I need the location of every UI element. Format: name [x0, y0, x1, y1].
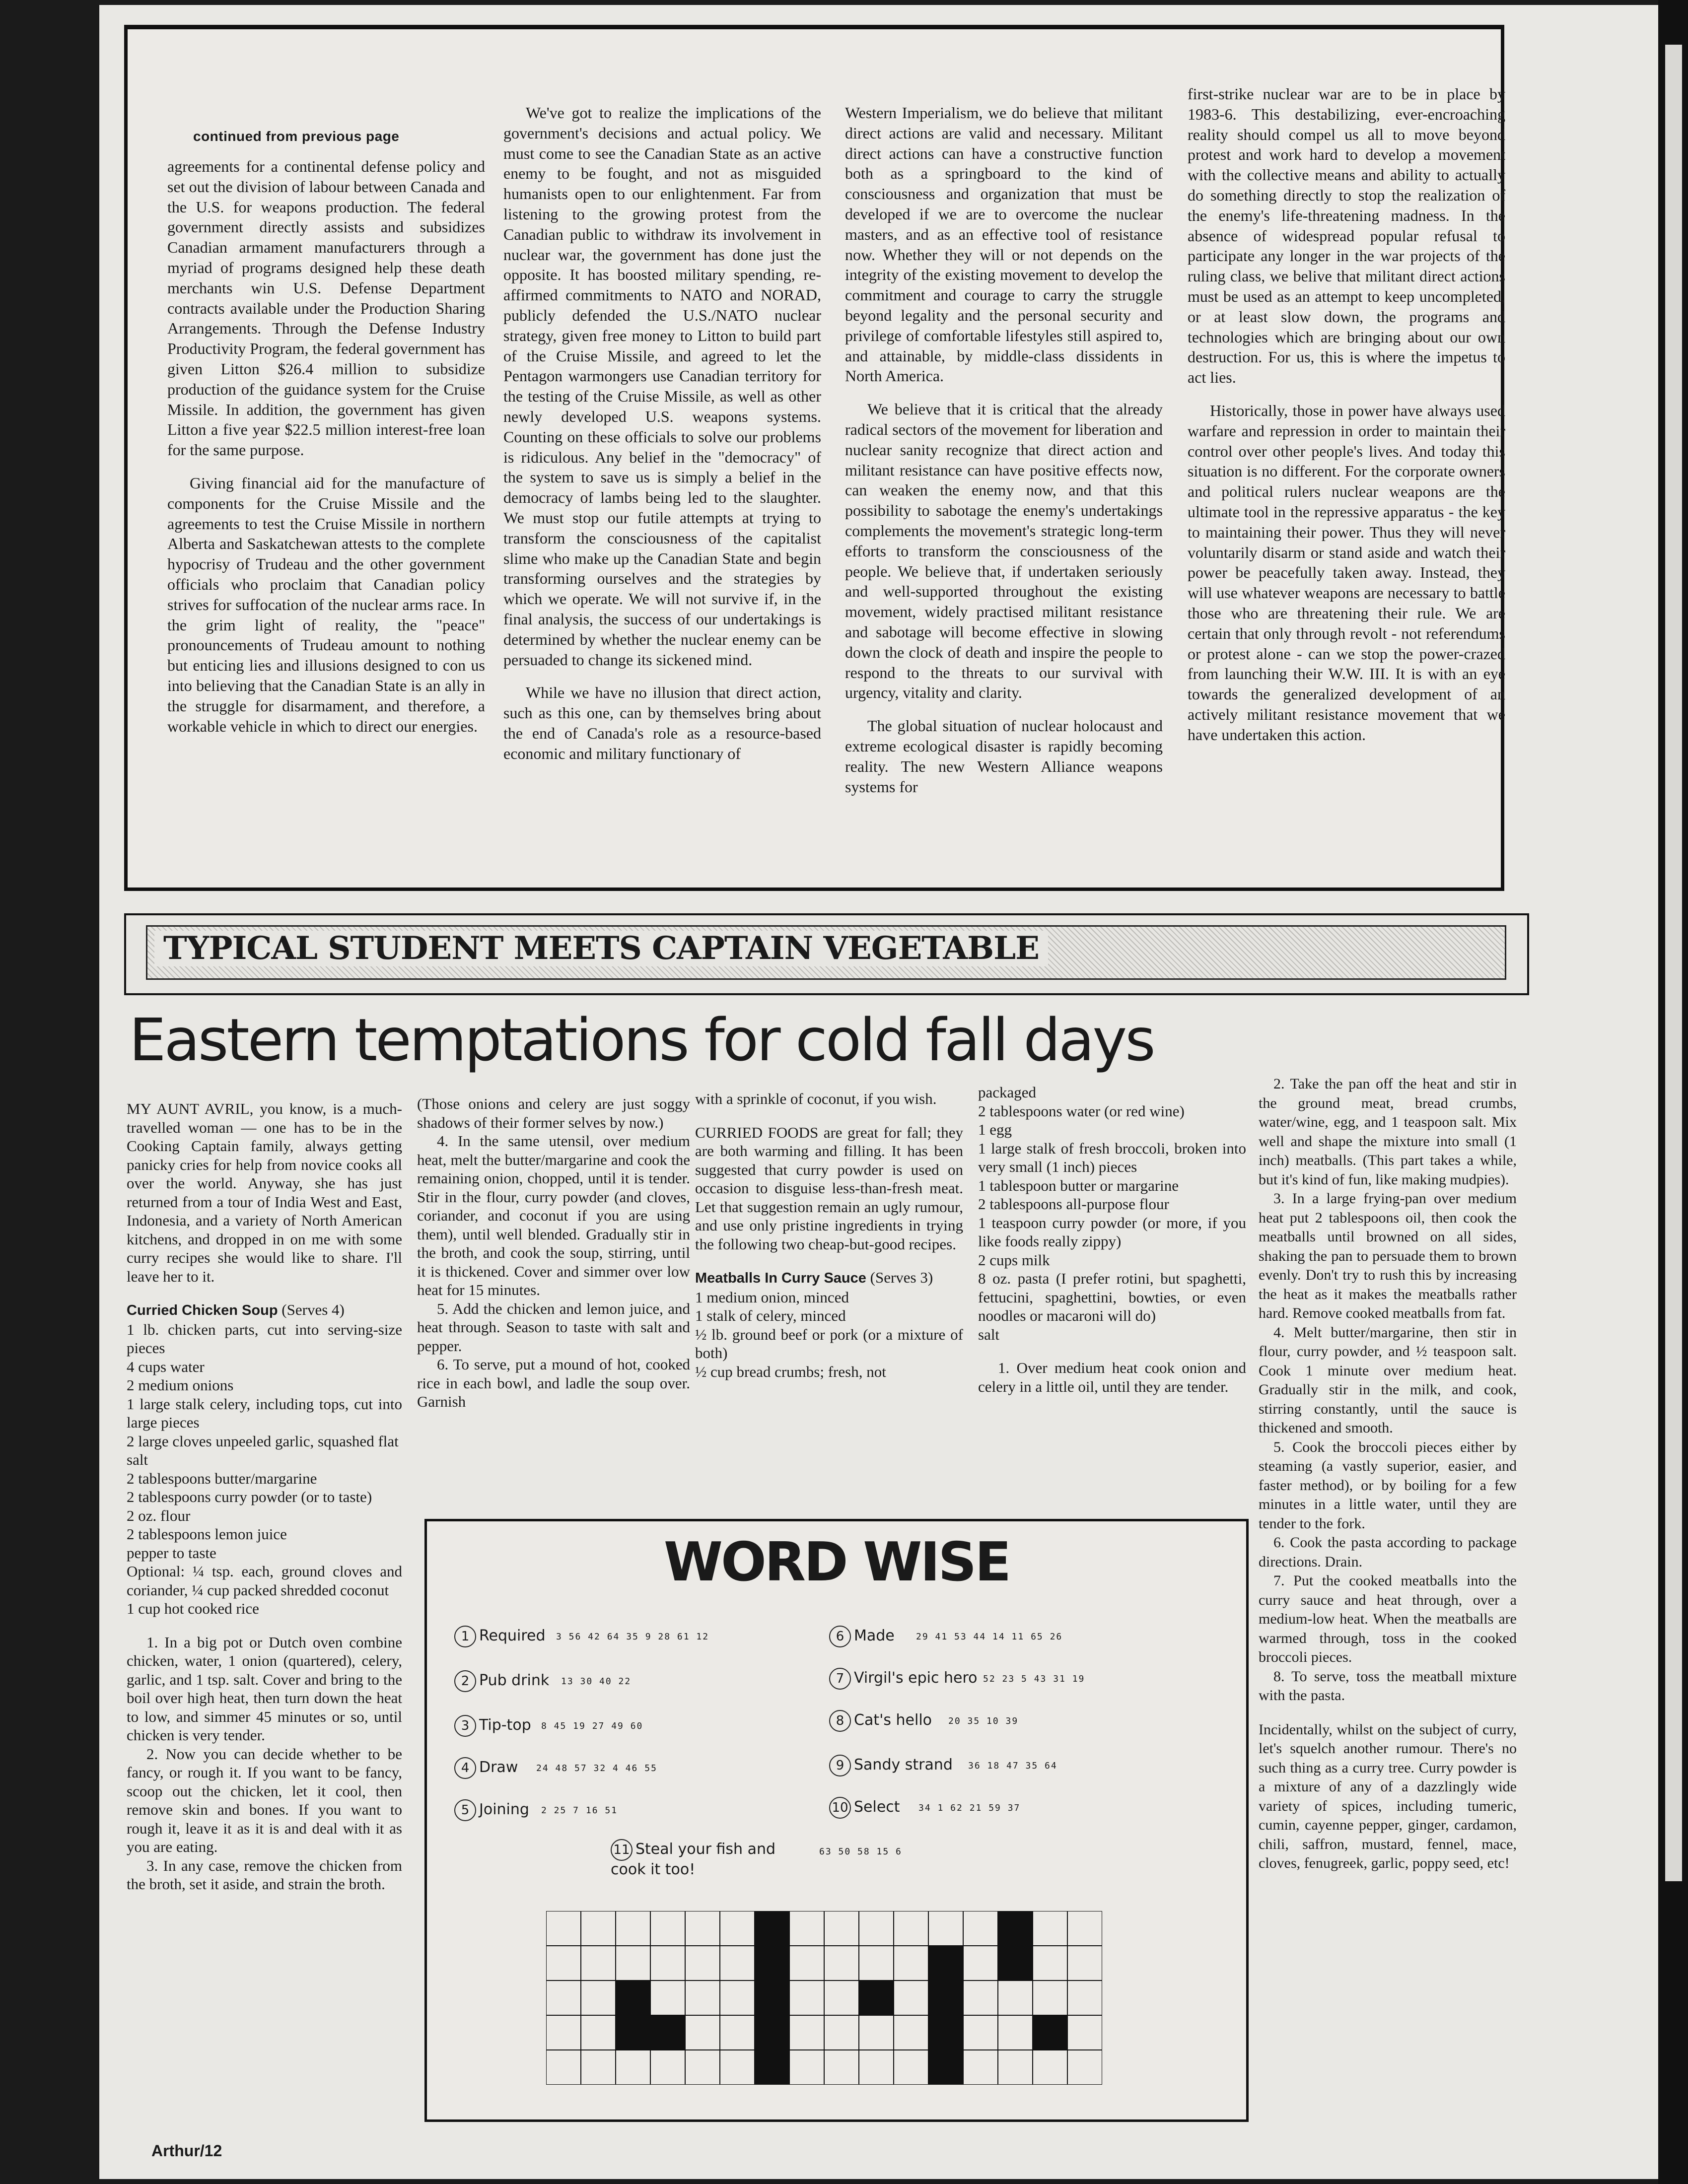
- answer-blanks: 36 18 47 35 64: [968, 1761, 1057, 1771]
- grid-cell-black: [755, 2050, 789, 2085]
- ingredient: 1 stalk of celery, minced: [695, 1307, 846, 1324]
- intro-paragraph: MY AUNT AVRIL, you know, is a much-travelled woman — one has to be in the Cooking Captain family, always getting panicky cries for help from novice cooks all over the world. Anyway, she has just returned from a tour of India West and East, Indonesia, and a variety of North American kitchens, and dropped in on me with some curry recipes she would like to share. I'll leave her to it.: [127, 1100, 402, 1285]
- grid-cell-black: [616, 2015, 650, 2050]
- ingredient: Optional: ¼ tsp. each, ground cloves and coriander, ¼ cup packed shredded coconut: [127, 1563, 402, 1599]
- paragraph: Western Imperialism, we do believe that militant direct actions are valid and necessary. Militant direct actions can have a constructive function both as a springboard to the kind of consciousness and organization that must be developed if we are to overcome the nuclear masters, and as an effective tool of resistance now. Whether they will or not depends on the integrity of the existing movement to develop the commitment and courage to carry the struggle beyond legality and the personal security and privilege of comfortable lifestyles still aspired to, and attainable, by middle-class dissidents in North America.: [845, 104, 1163, 385]
- paragraph: agreements for a continental defense policy and set out the division of labour between Canada and the U.S. for weapons production. The federal government directly assists and subsidizes Canadian armament manufacturers through a myriad of programs designed help these death merchants win U.S. Defense Department contracts available under the Production Sharing Arrangements. Through the Defense Industry Productivity Program, the federal government has given Litton $26.4 million to subsidize production of the guidance system for the Cruise Missile. In addition, the government has given Litton a five year $22.5 million interest-free loan for the same purpose.: [167, 157, 485, 459]
- grid-cell: [1067, 1911, 1102, 1946]
- step: 2. Take the pan off the heat and stir in the ground meat, bread crumbs, water/wine, egg, and 1 teaspoon salt. Mix well and shape the mixture into small (1 inch) meatballs. (This part takes a while, but it's kind of fun, like making mudpies).: [1259, 1076, 1517, 1188]
- grid-cell: [685, 1946, 720, 1980]
- ingredient: 1 large stalk celery, including tops, cut into large pieces: [127, 1395, 402, 1431]
- article-column-2: [417, 1094, 690, 1411]
- paragraph: with a sprinkle of coconut, if you wish.: [695, 1090, 937, 1107]
- clue-4: [454, 1757, 518, 1779]
- editorial-column-3: [845, 103, 1163, 887]
- grid-cell: [546, 1946, 581, 1980]
- clue-10: [829, 1797, 900, 1819]
- grid-cell: [685, 2015, 720, 2050]
- ingredient: ½ cup bread crumbs; fresh, not: [695, 1363, 886, 1380]
- editorial-column-1: [167, 129, 485, 858]
- clue-5: [454, 1799, 529, 1821]
- clue-text: Virgil's epic hero: [854, 1669, 978, 1687]
- grid-cell: [650, 1911, 685, 1946]
- grid-cell: [894, 1946, 928, 1980]
- clue-text: Draw: [479, 1759, 518, 1776]
- grid-cell: [581, 1911, 616, 1946]
- grid-cell: [650, 1980, 685, 2015]
- grid-cell-black: [928, 2015, 963, 2050]
- grid-cell-black: [859, 1980, 894, 2015]
- grid-cell: [616, 1946, 650, 1980]
- paragraph: We believe that it is critical that the already radical sectors of the movement for liberation and nuclear sanity recognize that direct action and militant resistance can have positive effects now, can weaken the enemy now, and that this possibility to sabotage the enemy's undertakings complements the movement's strategic long-term efforts to transform the consciousness of the people. We believe that, if undertaken seriously and well-supported throughout the existing movement, widely practised militant resistance and sabotage will become effective in slowing down the clock of death and inspire the people to respond to the threats to our survival with urgency, vitality and clarity.: [845, 400, 1163, 702]
- grid-cell: [963, 2050, 998, 2085]
- step: 3. In a large frying-pan over medium heat put 2 tablespoons oil, then cook the meatballs until browned on all sides, shaking the pan to persuade them to brown evenly. Don't try to rush this by increasing the heat as it makes the meatballs rather hard. Remove cooked meatballs from fat.: [1259, 1190, 1517, 1321]
- grid-cell-black: [1033, 2015, 1067, 2050]
- word-wise-puzzle: [424, 1519, 1249, 2122]
- grid-cell: [789, 2050, 824, 2085]
- answer-blanks: 24 48 57 32 4 46 55: [536, 1763, 657, 1774]
- grid-cell: [894, 1980, 928, 2015]
- grid-cell: [1033, 2050, 1067, 2085]
- clue-1: [454, 1626, 546, 1647]
- recipe-heading: [695, 1268, 963, 1288]
- grid-cell: [789, 2015, 824, 2050]
- grid-cell: [1033, 1946, 1067, 1980]
- grid-cell: [824, 1946, 859, 1980]
- grid-cell: [1067, 2050, 1102, 2085]
- grid-cell: [789, 1911, 824, 1946]
- step: 1. Over medium heat cook onion and celery in a little oil, until they are tender.: [978, 1359, 1246, 1395]
- clue-text: Joining: [479, 1801, 529, 1818]
- ingredient: salt: [127, 1451, 148, 1468]
- grid-cell: [720, 2050, 755, 2085]
- continued-label: continued from previous page: [193, 129, 400, 144]
- grid-cell: [894, 2015, 928, 2050]
- paragraph: While we have no illusion that direct action, such as this one, can by themselves bring about the end of Canada's role as a resource-based economic and military functionary of: [503, 683, 821, 762]
- grid-cell: [824, 1980, 859, 2015]
- clue-number: 9: [829, 1755, 851, 1776]
- recipe-title: Curried Chicken Soup: [127, 1302, 278, 1318]
- ingredient: 1 lb. chicken parts, cut into serving-size pieces: [127, 1320, 402, 1357]
- step: 6. Cook the pasta according to package directions. Drain.: [1259, 1534, 1517, 1570]
- grid-cell-black: [755, 1980, 789, 2015]
- clue-number: 10: [829, 1797, 851, 1819]
- ingredient: 2 tablespoons curry powder (or to taste): [127, 1488, 372, 1505]
- ingredient: 8 oz. pasta (I prefer rotini, but spaghetti, fettucini, spaghettini, bowties, or even noodles or macaroni will do): [978, 1270, 1246, 1324]
- grid-cell: [720, 1980, 755, 2015]
- paragraph: Giving financial aid for the manufacture of components for the Cruise Missile and the agreements to test the Cruise Missile in northern Alberta and Saskatchewan attests to the complete hypocrisy of Trudeau and the other government officials who proclaim that Canadian policy strives for suffocation of the nuclear arms race. In the grim light of reality, the "peace" pronouncements of Trudeau amount to nothing but enticing lies and illusions designed to con us into believing that the Canadian State is an ally in the struggle for disarmament, and therefore, a workable vehicle in which to direct our energies.: [167, 474, 485, 735]
- clue-number: 2: [454, 1670, 476, 1692]
- grid-cell: [616, 1911, 650, 1946]
- clue-6: [829, 1626, 895, 1647]
- clue-text: Tip-top: [479, 1716, 531, 1734]
- grid-cell: [963, 1980, 998, 2015]
- section-banner: [124, 913, 1529, 995]
- banner-pattern: [146, 925, 1506, 980]
- clue-text: Sandy strand: [854, 1756, 953, 1774]
- clue-number: 3: [454, 1715, 476, 1737]
- grid-cell: [859, 1911, 894, 1946]
- banner-title: TYPICAL STUDENT MEETS CAPTAIN VEGETABLE: [154, 931, 1048, 966]
- grid-cell: [581, 1946, 616, 1980]
- answer-blanks: 29 41 53 44 14 11 65 26: [916, 1632, 1063, 1642]
- grid-cell-black: [998, 1946, 1033, 1980]
- ingredient: 1 teaspoon curry powder (or more, if you like foods really zippy): [978, 1214, 1246, 1250]
- answer-blanks: 63 50 58 15 6: [819, 1846, 902, 1857]
- ingredient: 1 tablespoon butter or margarine: [978, 1176, 1179, 1194]
- grid-cell: [546, 2015, 581, 2050]
- grid-cell-black: [928, 2050, 963, 2085]
- newspaper-page: [99, 5, 1658, 2179]
- clue-number: 8: [829, 1710, 851, 1732]
- paragraph: The global situation of nuclear holocaust and extreme ecological disaster is rapidly becoming reality. The new Western Alliance weapons systems for: [845, 717, 1163, 796]
- answer-blanks: 2 25 7 16 51: [541, 1805, 618, 1816]
- grid-cell: [1033, 1980, 1067, 2015]
- clue-9: [829, 1755, 953, 1776]
- step: 1. In a big pot or Dutch oven combine chicken, water, 1 onion (quartered), celery, garlic, and 1 tsp. salt. Cover and bring to the boil over high heat, then turn down the heat to low, and simmer 45 minutes or so, until chicken is very tender.: [127, 1633, 402, 1744]
- ingredient: 2 oz. flour: [127, 1506, 191, 1524]
- grid-cell: [720, 1911, 755, 1946]
- clue-8: [829, 1710, 932, 1732]
- ingredient: pepper to taste: [127, 1544, 216, 1562]
- grid-cell: [928, 1911, 963, 1946]
- grid-cell: [963, 2015, 998, 2050]
- step: 8. To serve, toss the meatball mixture with the pasta.: [1259, 1668, 1517, 1704]
- clue-7: [829, 1668, 978, 1690]
- grid-cell: [546, 2050, 581, 2085]
- grid-cell: [685, 1980, 720, 2015]
- answer-blanks: 13 30 40 22: [561, 1676, 632, 1687]
- paragraph: Historically, those in power have always used warfare and repression in order to maintain their control over other people's lives. And today this situation is no different. For the corporate owners and political rulers nuclear weapons are the ultimate tool in the repressive apparatus - the key to maintaining their power. Thus they will never voluntarily disarm or stand aside and watch their power be peacefully taken away. Instead, they will use whatever weapons are necessary to battle those who are threatening their rule. We are certain that only through revolt - not referendums or protest alone - can we stop the power-crazed from launching their W.W. III. It is with an eye towards the generalized development of an actively militant resistance movement that we have undertaken this action.: [1188, 401, 1505, 744]
- step: 6. To serve, put a mound of hot, cooked rice in each bowl, and ladle the soup over. Garnish: [417, 1356, 690, 1410]
- grid-cell: [1067, 1980, 1102, 2015]
- grid-cell: [998, 1980, 1033, 2015]
- paragraph: Incidentally, whilst on the subject of curry, let's squelch another rumour. There's no such thing as a curry tree. Curry powder is a mixture of any of a dazzlingly wide variety of spices, including tumeric, cumin, cayenne pepper, ginger, cardamon, chili, saffron, mustard, fennel, mace, cloves, fenugreek, garlic, poppy seed, etc!: [1259, 1721, 1517, 1871]
- ingredient: salt: [978, 1325, 1000, 1343]
- ingredient: 1 cup hot cooked rice: [127, 1600, 259, 1617]
- page-folio: Arthur/12: [151, 2142, 222, 2160]
- ingredient: packaged: [978, 1084, 1037, 1101]
- grid-cell: [998, 2050, 1033, 2085]
- recipe-serves: (Serves 3): [866, 1269, 933, 1286]
- grid-cell: [685, 1911, 720, 1946]
- paragraph: We've got to realize the implications of the government's decisions and actual policy. We must come to see the Canadian State as an active enemy to be fought, and not as misguided humanists open to our enlightenment. Far from listening to the growing protest from the Canadian public to withdraw its involvement in nuclear war, the government has done just the opposite. It has boosted military spending, re-affirmed commitments to NATO and NORAD, publicly defended the U.S./NATO nuclear strategy, given free money to Litton to build part of the Cruise Missile, and agreed to let the Pentagon warmongers use Canadian territory for the testing of the Cruise Missile, as well as other newly developed U.S. weapons systems. Counting on these officials to solve our problems is ridiculous. Any belief in the "democracy" of the system to save us is simply a belief in the democracy of lambs being led to the slaughter. We must stop our futile attempts at trying to transform the consciousness of the capitalist slime who make up the Canadian State and begin transforming ourselves and the strategies by which we operate. We will not survive if, in the final analysis, the success of our undertakings is determined by whether the nuclear enemy can be persuaded to change its sickened mind.: [503, 104, 821, 669]
- grid-cell: [1067, 2015, 1102, 2050]
- grid-cell: [824, 2050, 859, 2085]
- grid-cell: [789, 1980, 824, 2015]
- grid-cell: [894, 1911, 928, 1946]
- grid-cell-black: [998, 1911, 1033, 1946]
- article-headline: Eastern temptations for cold fall days: [129, 1006, 1154, 1074]
- step: 4. Melt butter/margarine, then stir in flour, curry powder, and ½ teaspoon salt. Cook 1 minute over medium heat. Gradually stir in the milk, and cook, stirring constantly, until the sauce is thickened and smooth.: [1259, 1324, 1517, 1436]
- step: 3. In any case, remove the chicken from the broth, set it aside, and strain the broth.: [127, 1856, 402, 1893]
- grid-cell: [650, 1946, 685, 1980]
- grid-cell-black: [616, 1980, 650, 2015]
- grid-cell: [546, 1980, 581, 2015]
- puzzle-grid: [546, 1911, 1102, 2085]
- grid-cell: [998, 2015, 1033, 2050]
- answer-blanks: 34 1 62 21 59 37: [918, 1803, 1021, 1813]
- editorial-column-4: [1188, 84, 1505, 868]
- ingredient: 2 large cloves unpeeled garlic, squashed flat: [127, 1432, 399, 1450]
- grid-cell: [824, 2015, 859, 2050]
- clue-number: 6: [829, 1626, 851, 1647]
- editorial-box: [124, 25, 1504, 891]
- answer-blanks: 52 23 5 43 31 19: [983, 1674, 1085, 1684]
- grid-cell: [789, 1946, 824, 1980]
- article-column-3: [695, 1090, 963, 1381]
- step: 2. Now you can decide whether to be fancy, or rough it. If you want to be fancy, scoop out the chicken, let it cool, then remove skin and bones. If you want to rough it, leave it as it is and deal with it as you are eating.: [127, 1745, 402, 1855]
- clue-text: Made: [854, 1627, 895, 1644]
- clue-11: [611, 1839, 809, 1879]
- grid-cell: [581, 1980, 616, 2015]
- ingredient: ½ lb. ground beef or pork (or a mixture of both): [695, 1325, 963, 1362]
- puzzle-title: WORD WISE: [663, 1531, 1010, 1593]
- ingredient: 2 tablespoons lemon juice: [127, 1525, 287, 1543]
- grid-cell-black: [928, 1946, 963, 1980]
- clue-text: Select: [854, 1798, 900, 1816]
- ingredient: 1 egg: [978, 1121, 1012, 1138]
- step: 5. Add the chicken and lemon juice, and heat through. Season to taste with salt and pepper.: [417, 1299, 690, 1355]
- paragraph: CURRIED FOODS are great for fall; they are both warming and filling. It has been suggested that curry powder is used on occasion to disguise less-than-fresh meat. Let that suggestion remain an ugly rumour, and use only pristine ingredients in trying the following two cheap-but-good recipes.: [695, 1123, 963, 1253]
- clue-text: Pub drink: [479, 1672, 550, 1689]
- grid-cell: [685, 2050, 720, 2085]
- recipe-heading: [127, 1300, 402, 1320]
- puzzle-grid-svg: [546, 1911, 1102, 2085]
- adjacent-page-edge: [1658, 0, 1688, 2184]
- grid-cell: [963, 1946, 998, 1980]
- grid-cell: [616, 2050, 650, 2085]
- clue-3: [454, 1715, 531, 1737]
- answer-blanks: 3 56 42 64 35 9 28 61 12: [556, 1632, 709, 1642]
- ingredient: 2 cups milk: [978, 1251, 1050, 1269]
- ingredient: 1 large stalk of fresh broccoli, broken into very small (1 inch) pieces: [978, 1139, 1246, 1175]
- grid-cell-black: [755, 2015, 789, 2050]
- recipe-serves: (Serves 4): [278, 1301, 345, 1318]
- grid-cell: [894, 2050, 928, 2085]
- grid-cell-black: [755, 1946, 789, 1980]
- clue-number: 7: [829, 1668, 851, 1690]
- grid-cell: [1067, 1946, 1102, 1980]
- answer-blanks: 8 45 19 27 49 60: [541, 1721, 643, 1731]
- clue-text: Required: [479, 1627, 546, 1644]
- clue-number: 1: [454, 1626, 476, 1647]
- clue-number: 4: [454, 1757, 476, 1779]
- grid-cell: [650, 2050, 685, 2085]
- grid-cell: [963, 1911, 998, 1946]
- grid-cell: [546, 1911, 581, 1946]
- clue-number: 5: [454, 1799, 476, 1821]
- grid-cell: [581, 2015, 616, 2050]
- article-column-5: [1259, 1075, 1517, 1873]
- clue-2: [454, 1670, 549, 1692]
- article-column-1: [127, 1099, 402, 1894]
- editorial-column-2: [503, 103, 821, 887]
- clue-text: Cat's hello: [854, 1711, 932, 1729]
- grid-cell: [859, 2015, 894, 2050]
- ingredient: 1 medium onion, minced: [695, 1288, 849, 1306]
- clue-text: Steal your fish and cook it too!: [611, 1841, 776, 1878]
- grid-cell: [720, 2015, 755, 2050]
- recipe-title: Meatballs In Curry Sauce: [695, 1270, 866, 1286]
- grid-cell: [824, 1911, 859, 1946]
- grid-cell: [720, 1946, 755, 1980]
- paragraph: first-strike nuclear war are to be in place by 1983-6. This destabilizing, ever-encroaching reality should compel us all to move beyond protest and work hard to develop a movement with the collective means and ability to actually do something directly to stop the realization of the enemy's life-threatening madness. In the absence of widespread popular refusal to participate any longer in the war projects of the ruling class, we belive that militant direct actions must be used as an attempt to keep uncompleted, or at least slow down, the programs and technologies which are bringing about our own destruction. For us, this is where the impetus to act lies.: [1188, 85, 1505, 387]
- ingredient: 2 tablespoons butter/margarine: [127, 1469, 317, 1487]
- grid-cell: [1033, 1911, 1067, 1946]
- ingredient: 2 medium onions: [127, 1376, 234, 1394]
- grid-cell-black: [928, 1980, 963, 2015]
- grid-cell-black: [650, 2015, 685, 2050]
- ingredient: 2 tablespoons all-purpose flour: [978, 1195, 1169, 1213]
- grid-cell: [859, 2050, 894, 2085]
- step: 4. In the same utensil, over medium heat, melt the butter/margarine and cook the remaining onion, chopped, until it is tender. Stir in the flour, curry powder (and cloves, coriander, and coconut if you are using them), until well blended. Gradually stir in the broth, and cook the soup, stirring, until it is thickened. Cover and simmer over low heat for 15 minutes.: [417, 1132, 690, 1298]
- grid-cell: [859, 1946, 894, 1980]
- ingredient: 2 tablespoons water (or red wine): [978, 1102, 1185, 1120]
- ingredient: 4 cups water: [127, 1358, 205, 1375]
- grid-cell-black: [755, 1911, 789, 1946]
- answer-blanks: 20 35 10 39: [948, 1716, 1019, 1726]
- step: 5. Cook the broccoli pieces either by steaming (a vastly superior, easier, and faster method), or by boiling for a few minutes in a little water, until they are tender to the fork.: [1259, 1438, 1517, 1532]
- grid-cell: [581, 2050, 616, 2085]
- step: 7. Put the cooked meatballs into the curry sauce and heat through, over a medium-low heat. When the meatballs are warmed through, toss in the cooked broccoli pieces.: [1259, 1572, 1517, 1665]
- article-column-4: [978, 1083, 1246, 1396]
- paragraph: (Those onions and celery are just soggy shadows of their former selves by now.): [417, 1095, 690, 1131]
- clue-number: 11: [611, 1839, 633, 1861]
